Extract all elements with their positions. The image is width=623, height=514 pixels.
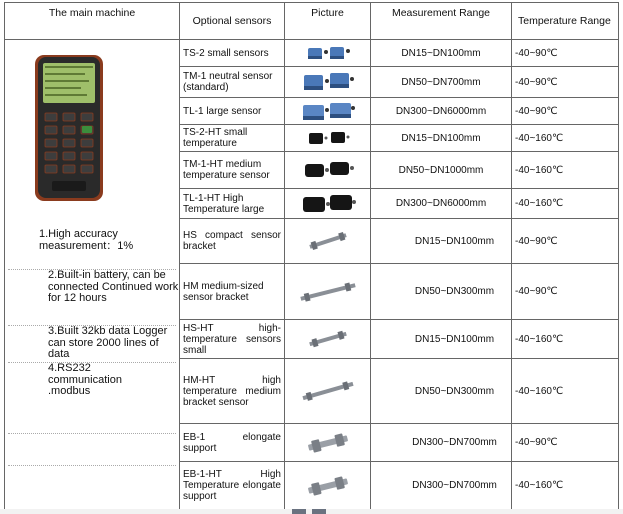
- measurement-range: DN15~DN100mm: [371, 320, 512, 359]
- compact-bracket-icon: [303, 230, 353, 252]
- feature-battery: 2.Built-in battery, can be connected Continued work for 12 hours: [48, 269, 179, 304]
- sensor-name: TM-1 neutral sensor (standard): [180, 67, 285, 98]
- sensor-name: TS-2-HT small temperature: [180, 125, 285, 152]
- small-ht-sensor-icon: [303, 128, 353, 148]
- sensor-picture: [285, 67, 371, 98]
- sensor-name: HM-HT high temperature medium bracket sensor: [180, 359, 285, 424]
- temperature-range: -40~90℃: [512, 424, 619, 462]
- temperature-range: -40~90℃: [512, 40, 619, 67]
- temperature-range: -40~90℃: [512, 98, 619, 125]
- spec-table: [4, 2, 619, 510]
- header-sensors: Optional sensors: [180, 3, 285, 40]
- measurement-range: DN15~DN100mm: [371, 219, 512, 264]
- sensor-name: TM-1-HT medium temperature sensor: [180, 152, 285, 189]
- small-ht-bracket-icon: [303, 328, 353, 350]
- sensor-name: EB-1-HT High Temperature elongate support: [180, 462, 285, 510]
- feature-communication: 4.RS232 communication .modbus: [48, 362, 122, 397]
- header-main-machine: The main machine: [5, 3, 180, 40]
- medium-ht-bracket-icon: [298, 378, 358, 404]
- measurement-range: DN15~DN100mm: [371, 40, 512, 67]
- main-machine-cell: [5, 40, 180, 510]
- temperature-range: -40~90℃: [512, 219, 619, 264]
- sensor-name: HS compact sensor bracket: [180, 219, 285, 264]
- header-range: Measurement Range: [371, 3, 512, 40]
- sensor-name: EB-1 elongate support: [180, 424, 285, 462]
- sensor-picture: [285, 359, 371, 424]
- sensor-name: HM medium-sized sensor bracket: [180, 264, 285, 320]
- feature-divider: [8, 433, 176, 434]
- bottom-edge-strip: [0, 509, 623, 514]
- sensor-picture: [285, 219, 371, 264]
- measurement-range: DN50~DN300mm: [371, 359, 512, 424]
- measurement-range: DN50~DN1000mm: [371, 152, 512, 189]
- ht-elongate-support-icon: [302, 474, 354, 498]
- header-temperature: Temperature Range: [512, 3, 619, 40]
- large-sensor-pair-icon: [300, 99, 356, 123]
- feature-divider: [8, 465, 176, 466]
- temperature-range: -40~90℃: [512, 67, 619, 98]
- temperature-range: -40~160℃: [512, 189, 619, 219]
- feature-logger: 3.Built 32kb data Logger can store 2000 lines of data: [48, 325, 168, 360]
- temperature-range: -40~160℃: [512, 125, 619, 152]
- measurement-range: DN50~DN300mm: [371, 264, 512, 320]
- large-ht-sensor-icon: [299, 191, 357, 217]
- feature-accuracy: 1.High accuracy measurement：1%: [39, 228, 134, 252]
- sensor-name: HS-HT high-temperature sensors small: [180, 320, 285, 359]
- sensor-name: TL-1-HT High Temperature large: [180, 189, 285, 219]
- measurement-range: DN50~DN700mm: [371, 67, 512, 98]
- sensor-picture: [285, 152, 371, 189]
- elongate-support-icon: [302, 431, 354, 455]
- temperature-range: -40~160℃: [512, 359, 619, 424]
- sensor-picture: [285, 98, 371, 125]
- header-picture: Picture: [285, 3, 371, 40]
- measurement-range: DN300~DN700mm: [371, 424, 512, 462]
- measurement-range: DN300~DN700mm: [371, 462, 512, 510]
- sensor-picture: [285, 40, 371, 67]
- temperature-range: -40~160℃: [512, 152, 619, 189]
- temperature-range: -40~90℃: [512, 264, 619, 320]
- sensor-picture: [285, 462, 371, 510]
- bottom-marker: [292, 509, 306, 514]
- sensor-picture: [285, 320, 371, 359]
- sensor-picture: [285, 264, 371, 320]
- table-row: [5, 40, 619, 67]
- measurement-range: DN300~DN6000mm: [371, 98, 512, 125]
- measurement-range: DN15~DN100mm: [371, 125, 512, 152]
- medium-bracket-icon: [296, 280, 360, 304]
- sensor-name: TL-1 large sensor: [180, 98, 285, 125]
- medium-sensor-pair-icon: [300, 69, 356, 95]
- medium-ht-sensor-icon: [300, 157, 356, 183]
- measurement-range: DN300~DN6000mm: [371, 189, 512, 219]
- bottom-marker: [312, 509, 326, 514]
- ultrasonic-flowmeter-device-image: [32, 53, 106, 203]
- sensor-picture: [285, 125, 371, 152]
- temperature-range: -40~160℃: [512, 462, 619, 510]
- header-row: [5, 3, 619, 40]
- small-sensor-pair-icon: [302, 42, 354, 64]
- sensor-picture: [285, 189, 371, 219]
- sensor-name: TS-2 small sensors: [180, 40, 285, 67]
- sensor-picture: [285, 424, 371, 462]
- temperature-range: -40~160℃: [512, 320, 619, 359]
